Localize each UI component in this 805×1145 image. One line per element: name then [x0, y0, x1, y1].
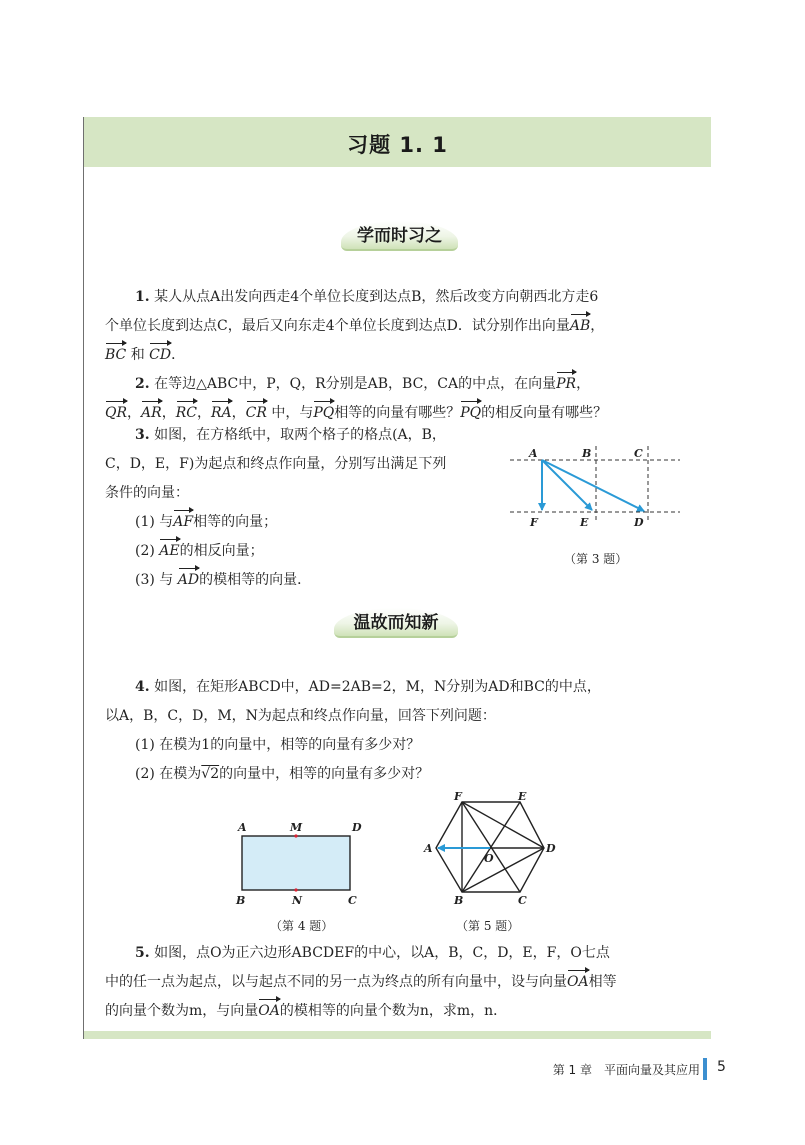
caption-q3: （第 3 题）: [564, 552, 628, 566]
label-e: E: [580, 516, 589, 529]
label-f: F: [454, 790, 462, 803]
label-m: M: [290, 821, 303, 834]
footer-band: [84, 1031, 711, 1039]
rectangle-abcd: [242, 836, 350, 890]
page-frame-line: [83, 117, 84, 1039]
label-c: C: [634, 447, 643, 460]
section-tab-review: 温故而知新: [334, 608, 458, 638]
label-d: D: [634, 516, 644, 529]
question-5: 5. 如图，点O为正六边形ABCDEF的中心，以A，B，C，D，E，F，O七点 中的任一点为起点，以与起点不同的另一点为终点的所有向量中，设与向量OA相等 的向量个数为m，与向量OA的模相等的向量个数为n，求m，n．: [105, 939, 695, 1026]
vector-ad: [542, 460, 644, 511]
midpoint-n: [294, 888, 297, 891]
question-1: 1. 某人从点A出发向西走4个单位长度到达点B，然后改变方向朝西北方走6 个单位长度到达点C，最后又向东走4个单位长度到达点D．试分别作出向量AB， BC 和 CD．: [105, 283, 695, 370]
footer-accent-bar: [703, 1058, 707, 1080]
exercise-header: [84, 117, 711, 167]
label-d: D: [546, 842, 556, 855]
question-2: 2. 在等边△ABC中，P，Q，R分别是AB，BC，CA的中点，在向量PR， QR，AR，RC，RA，CR 中，与PQ相等的向量有哪些？PQ的相反向量有哪些？: [105, 370, 695, 428]
caption-q5: （第 5 题）: [456, 919, 520, 933]
label-c: C: [518, 894, 527, 907]
rectangle-figure-q4: [232, 818, 367, 910]
section-tab-practice: 学而时习之: [341, 221, 458, 251]
caption-q4: （第 4 题）: [270, 919, 334, 933]
label-b: B: [454, 894, 464, 907]
question-3: 3. 如图，在方格纸中，取两个格子的格点(A，B， C，D，E，F)为起点和终点作向量，分别写出满足下列 条件的向量： (1) 与AF相等的向量； (2) AE的相反向量； (3) 与 AD的模相等的向量．: [105, 421, 505, 595]
vector-ae: [542, 460, 592, 510]
vector-bc: BC: [105, 341, 126, 370]
label-b: B: [582, 447, 592, 460]
exercise-title: 习题 1. 1: [347, 133, 448, 157]
vector-cd: CD: [149, 341, 171, 370]
page-number: 5: [717, 1059, 726, 1075]
label-a: A: [424, 842, 433, 855]
label-f: F: [530, 516, 538, 529]
vector-ab: AB: [570, 312, 590, 341]
label-o: O: [484, 852, 494, 865]
grid-figure-q3: [508, 440, 688, 540]
label-a: A: [529, 447, 538, 460]
label-b: B: [236, 894, 246, 907]
label-e: E: [518, 790, 527, 803]
label-n: N: [292, 894, 303, 907]
hexagon-figure-q5: [420, 790, 560, 910]
label-c: C: [348, 894, 357, 907]
midpoint-m: [294, 834, 297, 837]
label-a: A: [238, 821, 247, 834]
chapter-footer: 第 1 章 平面向量及其应用: [552, 1063, 700, 1077]
label-d: D: [352, 821, 362, 834]
question-4: 4. 如图，在矩形ABCD中，AD=2AB=2，M，N分别为AD和BC的中点， 以A，B，C，D，M，N为起点和终点作向量，回答下列问题： (1) 在模为1的向量中，相等的向量有多少对？ (2) 在模为√2的向量中，相等的向量有多少对？: [105, 679, 601, 782]
